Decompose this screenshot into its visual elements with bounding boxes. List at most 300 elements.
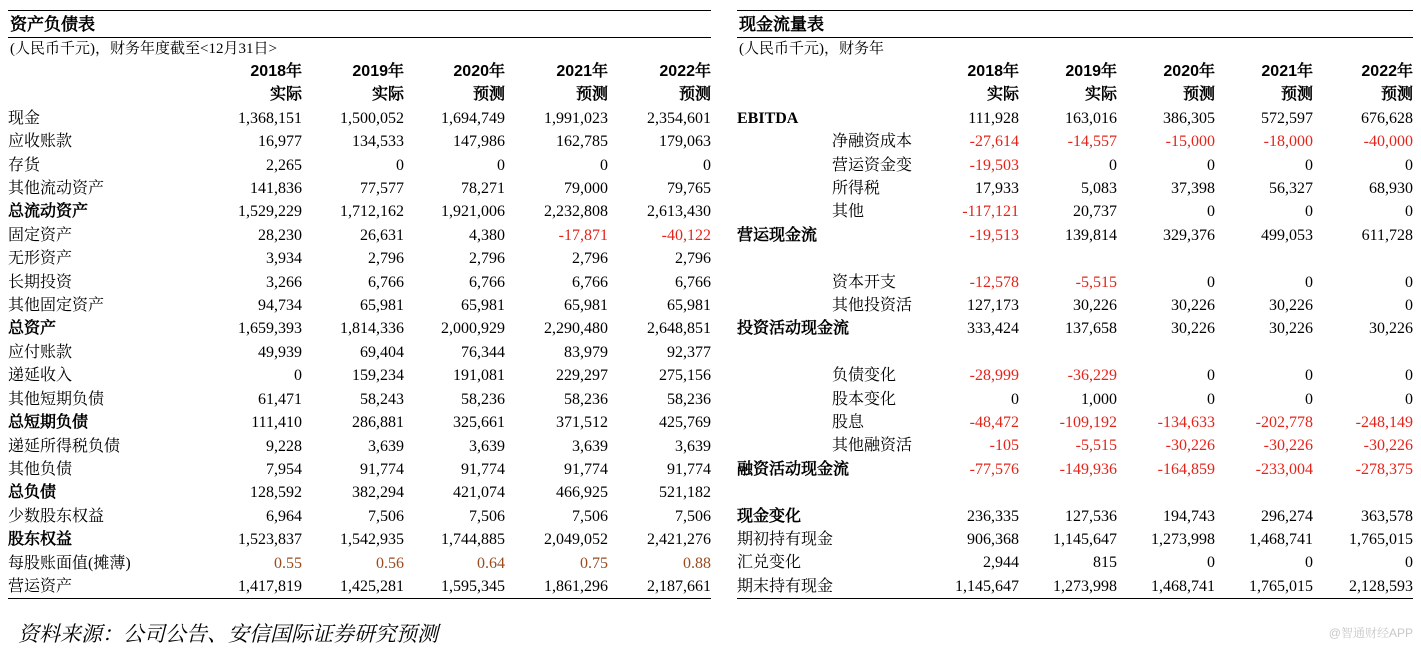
cell-value: 58,236 — [667, 390, 711, 408]
year-header: 2018年 — [967, 63, 1019, 80]
cell-value: 1,368,151 — [238, 109, 302, 127]
cell-value: 79,000 — [564, 180, 608, 198]
cell-value: -19,503 — [969, 156, 1019, 174]
cell-value: 1,861,296 — [505, 575, 608, 599]
row-label: 营运资金变 — [832, 156, 913, 174]
cell-value: 91,774 — [360, 460, 404, 478]
cell-value: -14,557 — [1067, 133, 1117, 151]
cell-value: 91,774 — [667, 460, 711, 478]
row-label: 营运现金流 — [737, 226, 818, 244]
cell-value: 0 — [1207, 367, 1215, 385]
cell-value: 65,981 — [667, 297, 711, 315]
cell-value: 79,765 — [667, 180, 711, 198]
year-header: 2020年 — [1163, 63, 1215, 80]
cell-value: 0 — [1405, 390, 1413, 408]
cell-value: 30,226 — [1073, 297, 1117, 315]
cell-value: 0 — [294, 367, 302, 385]
cell-value: 28,230 — [258, 226, 302, 244]
cell-value: 325,661 — [453, 414, 505, 432]
row-label: 期初持有现金 — [737, 531, 834, 549]
row-label: 其他固定资产 — [8, 297, 105, 315]
row-label: 净融资成本 — [832, 133, 913, 151]
row-label: 营运资产 — [8, 575, 200, 599]
cell-value: 1,765,015 — [1349, 531, 1413, 549]
cell-value: 30,226 — [1369, 320, 1413, 338]
cell-value: -18,000 — [1263, 133, 1313, 151]
cell-value — [1215, 247, 1313, 270]
balance-sheet-panel — [8, 10, 711, 599]
row-label: 总资产 — [8, 320, 57, 338]
cash-flow-title: 现金流量表 — [737, 10, 1413, 38]
cell-value: 2,796 — [368, 250, 404, 268]
cell-value: 92,377 — [667, 343, 711, 361]
type-header: 预测 — [472, 86, 505, 104]
year-header: 2019年 — [352, 63, 404, 80]
table-row — [737, 458, 1413, 481]
cell-value: 58,236 — [461, 390, 505, 408]
cell-value: -40,000 — [1363, 133, 1413, 151]
cell-value: 425,769 — [659, 414, 711, 432]
cell-value: 91,774 — [564, 460, 608, 478]
table-row — [737, 505, 1413, 528]
type-header: 预测 — [1182, 86, 1215, 104]
table-row — [737, 130, 1413, 153]
row-label: 股本变化 — [832, 390, 897, 408]
cell-value: 1,468,741 — [1117, 575, 1215, 599]
cell-value: -30,226 — [1165, 437, 1215, 455]
cell-value: 2,796 — [572, 250, 608, 268]
row-label: 少数股东权益 — [8, 507, 105, 525]
table-row — [8, 317, 711, 340]
cell-value: 1,529,229 — [238, 203, 302, 221]
cell-value: 1,000 — [1081, 390, 1117, 408]
type-header: 实际 — [1084, 86, 1117, 104]
cell-value: 0 — [1405, 273, 1413, 291]
cell-value: 16,977 — [258, 133, 302, 151]
cell-value: 65,981 — [461, 297, 505, 315]
cell-value: 1,145,647 — [923, 575, 1019, 599]
cell-value: -40,122 — [661, 226, 711, 244]
row-label: 总负债 — [8, 484, 57, 502]
cell-value: -109,192 — [1059, 414, 1117, 432]
cell-value: -48,472 — [969, 414, 1019, 432]
cell-value: -19,513 — [969, 226, 1019, 244]
header-row-years — [8, 60, 711, 83]
balance-sheet-table — [8, 60, 711, 599]
cell-value: -134,633 — [1157, 414, 1215, 432]
cell-value: 0 — [703, 156, 711, 174]
cell-value: -27,614 — [969, 133, 1019, 151]
cell-value: 1,744,885 — [441, 531, 505, 549]
cell-value: 1,765,015 — [1215, 575, 1313, 599]
table-row — [737, 341, 1413, 364]
cell-value: 7,506 — [368, 507, 404, 525]
cell-value — [1019, 481, 1117, 504]
header-blank — [8, 83, 200, 106]
table-row — [8, 435, 711, 458]
cell-value: 0 — [1405, 203, 1413, 221]
row-label: 总短期负债 — [8, 414, 89, 432]
cell-value: -105 — [989, 437, 1019, 455]
cell-value: 137,658 — [1065, 320, 1117, 338]
cell-value: 421,074 — [453, 484, 505, 502]
cell-value: 0 — [600, 156, 608, 174]
row-label: 其他 — [832, 203, 865, 221]
table-row — [8, 107, 711, 130]
row-label: 其他流动资产 — [8, 180, 105, 198]
header-row-types — [737, 83, 1413, 106]
cell-value: 1,659,393 — [238, 320, 302, 338]
cell-value: 111,410 — [251, 414, 302, 432]
cell-value: 1,273,998 — [1019, 575, 1117, 599]
cell-value: -248,149 — [1355, 414, 1413, 432]
cell-value: 2,265 — [266, 156, 302, 174]
cell-value: 2,613,430 — [647, 203, 711, 221]
cell-value: 0 — [1305, 203, 1313, 221]
cell-value — [923, 481, 1019, 504]
cell-value: 1,694,749 — [441, 109, 505, 127]
table-row — [737, 411, 1413, 434]
table-row — [737, 364, 1413, 387]
cell-value: 30,226 — [1171, 297, 1215, 315]
cell-value: 6,964 — [266, 507, 302, 525]
table-row — [737, 551, 1413, 574]
cell-value: 0 — [1207, 390, 1215, 408]
type-header: 预测 — [678, 86, 711, 104]
year-header: 2021年 — [556, 63, 608, 80]
header-blank — [8, 60, 200, 83]
cell-value: 815 — [1093, 554, 1117, 572]
cell-value: 1,921,006 — [441, 203, 505, 221]
row-label: 其他融资活 — [832, 437, 913, 455]
table-row — [8, 341, 711, 364]
row-label: 应收账款 — [8, 133, 73, 151]
cell-value: -5,515 — [1075, 273, 1117, 291]
row-label: 股息 — [832, 414, 865, 432]
cell-value: 275,156 — [659, 367, 711, 385]
cell-value: 56,327 — [1269, 180, 1313, 198]
cell-value: 2,232,808 — [544, 203, 608, 221]
cell-value: 58,243 — [360, 390, 404, 408]
header-blank — [737, 83, 923, 106]
cell-value: 5,083 — [1081, 180, 1117, 198]
cell-value: 466,925 — [556, 484, 608, 502]
cash-flow-panel — [737, 10, 1413, 599]
cell-value — [923, 247, 1019, 270]
row-label: 其他负债 — [8, 460, 73, 478]
cell-value: 0.75 — [580, 554, 608, 572]
table-row — [737, 107, 1413, 130]
cell-value: 78,271 — [461, 180, 505, 198]
table-row — [8, 505, 711, 528]
cell-value: 7,506 — [675, 507, 711, 525]
cell-value: 0 — [1207, 273, 1215, 291]
cell-value: 1,500,052 — [340, 109, 404, 127]
cell-value: 147,986 — [453, 133, 505, 151]
cell-value: -149,936 — [1059, 460, 1117, 478]
cell-value — [1117, 481, 1215, 504]
cell-value: 1,595,345 — [404, 575, 505, 599]
cell-value: 371,512 — [556, 414, 608, 432]
cell-value: 20,737 — [1073, 203, 1117, 221]
cell-value: 611,728 — [1361, 226, 1413, 244]
cell-value: 191,081 — [453, 367, 505, 385]
table-row — [8, 130, 711, 153]
cell-value — [1215, 481, 1313, 504]
header-row-types — [8, 83, 711, 106]
cell-value: 30,226 — [1171, 320, 1215, 338]
cell-value: 0 — [1305, 554, 1313, 572]
table-row — [737, 317, 1413, 340]
cell-value: 0 — [1011, 390, 1019, 408]
cell-value: 0 — [1305, 273, 1313, 291]
source-note: 资料来源：公司公告、安信国际证券研究预测 — [18, 622, 438, 646]
cell-value: 179,063 — [659, 133, 711, 151]
table-row — [8, 481, 711, 504]
cell-value: 58,236 — [564, 390, 608, 408]
row-label: 存货 — [8, 156, 41, 174]
cell-value: 77,577 — [360, 180, 404, 198]
type-header: 预测 — [1380, 86, 1413, 104]
table-row — [737, 481, 1413, 504]
cell-value: 0 — [1305, 390, 1313, 408]
table-row — [8, 458, 711, 481]
table-row — [737, 177, 1413, 200]
cell-value: 139,814 — [1065, 226, 1117, 244]
cell-value — [1313, 341, 1413, 364]
cell-value: 2,421,276 — [647, 531, 711, 549]
cell-value: 333,424 — [967, 320, 1019, 338]
row-label: 投资活动现金流 — [737, 320, 850, 338]
cell-value: 6,766 — [675, 273, 711, 291]
cell-value: 0 — [1109, 156, 1117, 174]
row-label — [737, 341, 923, 364]
cell-value: 83,979 — [564, 343, 608, 361]
cell-value: 2,354,601 — [647, 109, 711, 127]
row-label — [737, 247, 923, 270]
cell-value: 229,297 — [556, 367, 608, 385]
row-label: 现金变化 — [737, 507, 802, 525]
cell-value: 111,928 — [968, 109, 1019, 127]
cell-value: 91,774 — [461, 460, 505, 478]
cell-value: -77,576 — [969, 460, 1019, 478]
cell-value — [1117, 247, 1215, 270]
cell-value — [1215, 341, 1313, 364]
cell-value: 2,128,593 — [1313, 575, 1413, 599]
row-label: 融资活动现金流 — [737, 460, 850, 478]
cell-value: 499,053 — [1261, 226, 1313, 244]
row-label: 每股账面值(摊薄) — [8, 554, 131, 572]
cell-value: 3,639 — [368, 437, 404, 455]
cell-value: 159,234 — [352, 367, 404, 385]
cell-value: 0 — [396, 156, 404, 174]
cell-value: 3,639 — [572, 437, 608, 455]
cell-value: 2,049,052 — [544, 531, 608, 549]
cell-value: 521,182 — [659, 484, 711, 502]
cell-value: -17,871 — [558, 226, 608, 244]
cell-value: 163,016 — [1065, 109, 1117, 127]
cell-value: 3,639 — [469, 437, 505, 455]
cell-value: 2,796 — [675, 250, 711, 268]
cell-value: 0 — [497, 156, 505, 174]
row-label: 其他投资活 — [832, 297, 913, 315]
table-row — [8, 388, 711, 411]
table-row — [8, 154, 711, 177]
row-label: 总流动资产 — [8, 203, 89, 221]
year-header: 2019年 — [1065, 63, 1117, 80]
row-label: EBITDA — [737, 109, 799, 127]
cell-value: 76,344 — [461, 343, 505, 361]
cell-value: 286,881 — [352, 414, 404, 432]
cell-value: 0 — [1207, 156, 1215, 174]
cell-value: 0 — [1405, 554, 1413, 572]
table-row — [8, 247, 711, 270]
cell-value: 69,404 — [360, 343, 404, 361]
header-row-years — [737, 60, 1413, 83]
cell-value: -28,999 — [969, 367, 1019, 385]
table-row — [737, 388, 1413, 411]
cell-value: -202,778 — [1255, 414, 1313, 432]
row-label: 期末持有现金 — [737, 575, 923, 599]
cell-value: 65,981 — [564, 297, 608, 315]
cell-value — [1313, 247, 1413, 270]
table-row — [8, 364, 711, 387]
cell-value: 26,631 — [360, 226, 404, 244]
cell-value: 17,933 — [975, 180, 1019, 198]
year-header: 2018年 — [250, 63, 302, 80]
cell-value: 30,226 — [1269, 297, 1313, 315]
row-label: 应付账款 — [8, 343, 73, 361]
row-label — [737, 481, 923, 504]
table-row — [8, 200, 711, 223]
cell-value: 572,597 — [1261, 109, 1313, 127]
cell-value: 30,226 — [1269, 320, 1313, 338]
cell-value: 65,981 — [360, 297, 404, 315]
cash-flow-subtitle: (人民币千元)，财务年 — [739, 41, 884, 57]
cell-value: 2,796 — [469, 250, 505, 268]
row-label: 股东权益 — [8, 531, 73, 549]
row-label: 所得税 — [832, 180, 881, 198]
cell-value: 0.88 — [683, 554, 711, 572]
cell-value: 4,380 — [469, 226, 505, 244]
cell-value: 7,506 — [469, 507, 505, 525]
year-header: 2021年 — [1261, 63, 1313, 80]
cell-value: 1,468,741 — [1249, 531, 1313, 549]
type-header: 实际 — [371, 86, 404, 104]
cell-value: 363,578 — [1361, 507, 1413, 525]
type-header: 预测 — [575, 86, 608, 104]
table-row — [737, 575, 1413, 599]
cell-value: -5,515 — [1075, 437, 1117, 455]
row-label: 汇兑变化 — [737, 554, 802, 572]
cell-value: -36,229 — [1067, 367, 1117, 385]
year-header: 2022年 — [1361, 63, 1413, 80]
table-row — [737, 200, 1413, 223]
cell-value: 0.64 — [477, 554, 505, 572]
cell-value: -278,375 — [1355, 460, 1413, 478]
cell-value: 2,290,480 — [544, 320, 608, 338]
cell-value: -12,578 — [969, 273, 1019, 291]
cell-value: 162,785 — [556, 133, 608, 151]
cell-value: 1,273,998 — [1151, 531, 1215, 549]
cell-value: 7,506 — [572, 507, 608, 525]
cell-value: 0 — [1405, 156, 1413, 174]
cell-value: 3,266 — [266, 273, 302, 291]
balance-sheet-subtitle: (人民币千元)，财务年度截至<12月31日> — [10, 41, 277, 57]
row-label: 现金 — [8, 109, 41, 127]
cell-value: 9,228 — [266, 437, 302, 455]
table-row — [8, 177, 711, 200]
cell-value: 141,836 — [250, 180, 302, 198]
cell-value: 2,944 — [983, 554, 1019, 572]
cell-value: 1,991,023 — [544, 109, 608, 127]
table-row — [8, 552, 711, 575]
cell-value: 386,305 — [1163, 109, 1215, 127]
year-header: 2022年 — [659, 63, 711, 80]
row-label: 递延所得税负债 — [8, 437, 121, 455]
row-label: 负债变化 — [832, 367, 897, 385]
cell-value: 0 — [1207, 554, 1215, 572]
type-header: 实际 — [986, 86, 1019, 104]
cell-value: 236,335 — [967, 507, 1019, 525]
table-row — [737, 224, 1413, 247]
cell-value: 1,417,819 — [200, 575, 302, 599]
cell-value: 0.56 — [376, 554, 404, 572]
cell-value — [1117, 341, 1215, 364]
table-row — [737, 247, 1413, 270]
cell-value: 329,376 — [1163, 226, 1215, 244]
table-row — [8, 294, 711, 317]
cell-value: 906,368 — [967, 531, 1019, 549]
row-label: 无形资产 — [8, 250, 73, 268]
cell-value: 0 — [1405, 297, 1413, 315]
table-row — [737, 294, 1413, 317]
cash-flow-table — [737, 60, 1413, 599]
cell-value: 0.55 — [274, 554, 302, 572]
row-label: 长期投资 — [8, 273, 73, 291]
cell-value: 6,766 — [572, 273, 608, 291]
cell-value: 0 — [1305, 156, 1313, 174]
cell-value: 127,173 — [967, 297, 1019, 315]
table-row — [8, 224, 711, 247]
cell-value: 68,930 — [1369, 180, 1413, 198]
cell-value: 676,628 — [1361, 109, 1413, 127]
cell-value: 94,734 — [258, 297, 302, 315]
year-header: 2020年 — [453, 63, 505, 80]
cell-value: 0 — [1305, 367, 1313, 385]
cell-value: 194,743 — [1163, 507, 1215, 525]
cell-value — [1019, 341, 1117, 364]
table-row — [737, 154, 1413, 177]
cell-value: -30,226 — [1363, 437, 1413, 455]
balance-sheet-title: 资产负债表 — [8, 10, 711, 38]
row-label: 其他短期负债 — [8, 390, 105, 408]
watermark: @智通财经APP — [1328, 626, 1413, 640]
table-row — [737, 528, 1413, 551]
cell-value: 61,471 — [258, 390, 302, 408]
row-label: 资本开支 — [832, 273, 897, 291]
cell-value: -233,004 — [1255, 460, 1313, 478]
header-blank — [737, 60, 923, 83]
cell-value: 1,425,281 — [302, 575, 404, 599]
cell-value: 7,954 — [266, 460, 302, 478]
table-row — [8, 271, 711, 294]
cell-value — [1019, 247, 1117, 270]
table-row — [8, 528, 711, 551]
cell-value: 128,592 — [250, 484, 302, 502]
cell-value: 1,145,647 — [1053, 531, 1117, 549]
row-label: 递延收入 — [8, 367, 73, 385]
